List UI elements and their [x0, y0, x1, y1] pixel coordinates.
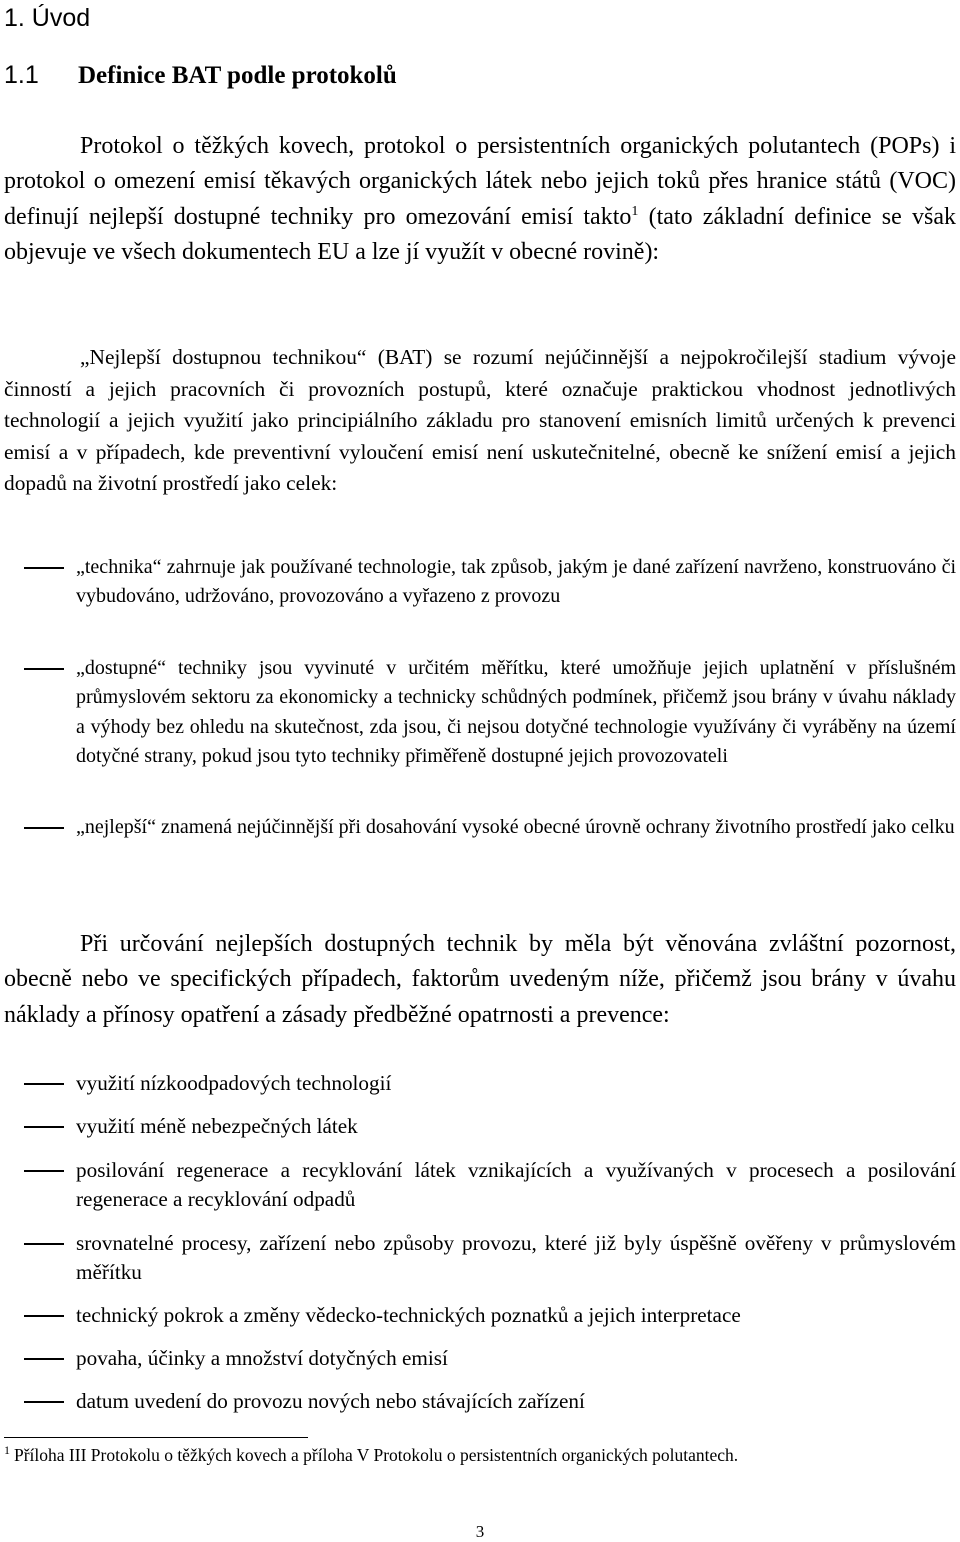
list-item-text: technický pokrok a změny vědecko-technických poznatků a jejich interpretace — [76, 1303, 741, 1327]
dash-bullet-icon — [4, 1069, 76, 1098]
list-item-text: povaha, účinky a množství dotyčných emisí — [76, 1346, 448, 1370]
section-number: 1.1 — [4, 61, 39, 89]
consideration-list-item — [4, 1156, 956, 1214]
list-item-text: srovnatelné procesy, zařízení nebo způsoby provozu, které již byly úspěšně ověřeny v průmyslovém měřítku — [76, 1231, 956, 1284]
list-item-text: datum uvedení do provozu nových nebo stávajících zařízení — [76, 1389, 585, 1413]
considerations-paragraph: Při určování nejlepších dostupných technik by měla být věnována zvláštní pozornost, obecně nebo ve specifických případech, faktorům uvedeným níže, přičemž jsou brány v úvahu náklady a přínosy opatření a zásady předběžné opatrnosti a prevence: — [4, 931, 956, 1028]
dash-bullet-icon — [4, 1229, 76, 1287]
footnote-separator — [4, 1437, 308, 1438]
chapter-heading: 1. Úvod — [4, 4, 91, 32]
consideration-list-item — [4, 1069, 956, 1098]
intro-text: Protokol o těžkých kovech, protokol o persistentních organických polutantech (POPs) i protokol o omezení emisí těkavých organických látek nebo jejich toků přes hranice států (VOC) definují nejlepší dostupné techniky pro omezování emisí takto — [4, 133, 956, 230]
dash-bullet-icon — [4, 813, 76, 842]
consideration-list-item — [4, 1112, 956, 1141]
footnote-text: Příloha III Protokolu o těžkých kovech a příloha V Protokolu o persistentních organických polutantech. — [14, 1445, 739, 1465]
dash-bullet-icon — [4, 654, 76, 771]
consideration-list-item — [4, 1344, 956, 1373]
definition-list-item — [4, 654, 956, 771]
consideration-list-item — [4, 1301, 956, 1330]
consideration-list-item — [4, 1229, 956, 1287]
section-title: Definice BAT podle protokolů — [78, 62, 397, 89]
list-item-text: využití méně nebezpečných látek — [76, 1114, 358, 1138]
intro-paragraph — [4, 129, 956, 271]
footnote-number: 1 — [4, 1443, 10, 1457]
intro-text-after: (tato základní definice se však objevuje ve všech dokumentech EU a lze jí využít v obecné rovině): — [4, 203, 956, 266]
dash-bullet-icon — [4, 553, 76, 612]
list-item-text: „technika“ zahrnuje jak používané technologie, tak způsob, jakým je dané zařízení navrženo, konstruováno či vybudováno, udržováno, provozováno a vyřazeno z provozu — [76, 556, 956, 608]
footnote — [4, 1444, 738, 1466]
dash-bullet-icon — [4, 1301, 76, 1330]
page-number: 3 — [475, 1522, 485, 1541]
definition-list-item — [4, 813, 956, 842]
definition-list-item — [4, 553, 956, 612]
dash-bullet-icon — [4, 1387, 76, 1416]
dash-bullet-icon — [4, 1344, 76, 1373]
list-item-text: posilování regenerace a recyklování látek vznikajících a využívaných v procesech a posilování regenerace a recyklování odpadů — [76, 1158, 956, 1211]
dash-bullet-icon — [4, 1156, 76, 1214]
consideration-list-item — [4, 1387, 956, 1416]
section-heading — [4, 59, 397, 92]
bat-definition-paragraph: „Nejlepší dostupnou technikou“ (BAT) se rozumí nejúčinnější a nejpokročilejší stadium vývoje činností a jejich pracovních či provozních postupů, které označuje praktickou vhodnost jednotlivých technologií a jejich využití jako principiálního základu pro stanovení emisních limitů určených k prevenci emisí a v případech, kde preventivní vyloučení emisí není uskutečnitelné, obecně ke snížení emisí a jejich dopadů na životní prostředí jako celek: — [4, 345, 956, 495]
list-item-text: využití nízkoodpadových technologií — [76, 1071, 392, 1095]
dash-bullet-icon — [4, 1112, 76, 1141]
list-item-text: „nejlepší“ znamená nejúčinnější při dosahování vysoké obecné úrovně ochrany životního prostředí jako celku — [76, 816, 955, 838]
list-item-text: „dostupné“ techniky jsou vyvinuté v určitém měřítku, které umožňuje jejich uplatnění v příslušném průmyslovém sektoru za ekonomicky a technicky schůdných podmínek, přičemž jsou brány v úvahu náklady a výhody bez ohledu na skutečnost, zda jsou, či nejsou dotyčné technologie využívány či vyráběny na území dotyčné strany, pokud jsou tyto techniky přiměřeně dostupné jejich provozovateli — [76, 657, 956, 767]
footnote-ref: 1 — [631, 203, 639, 219]
